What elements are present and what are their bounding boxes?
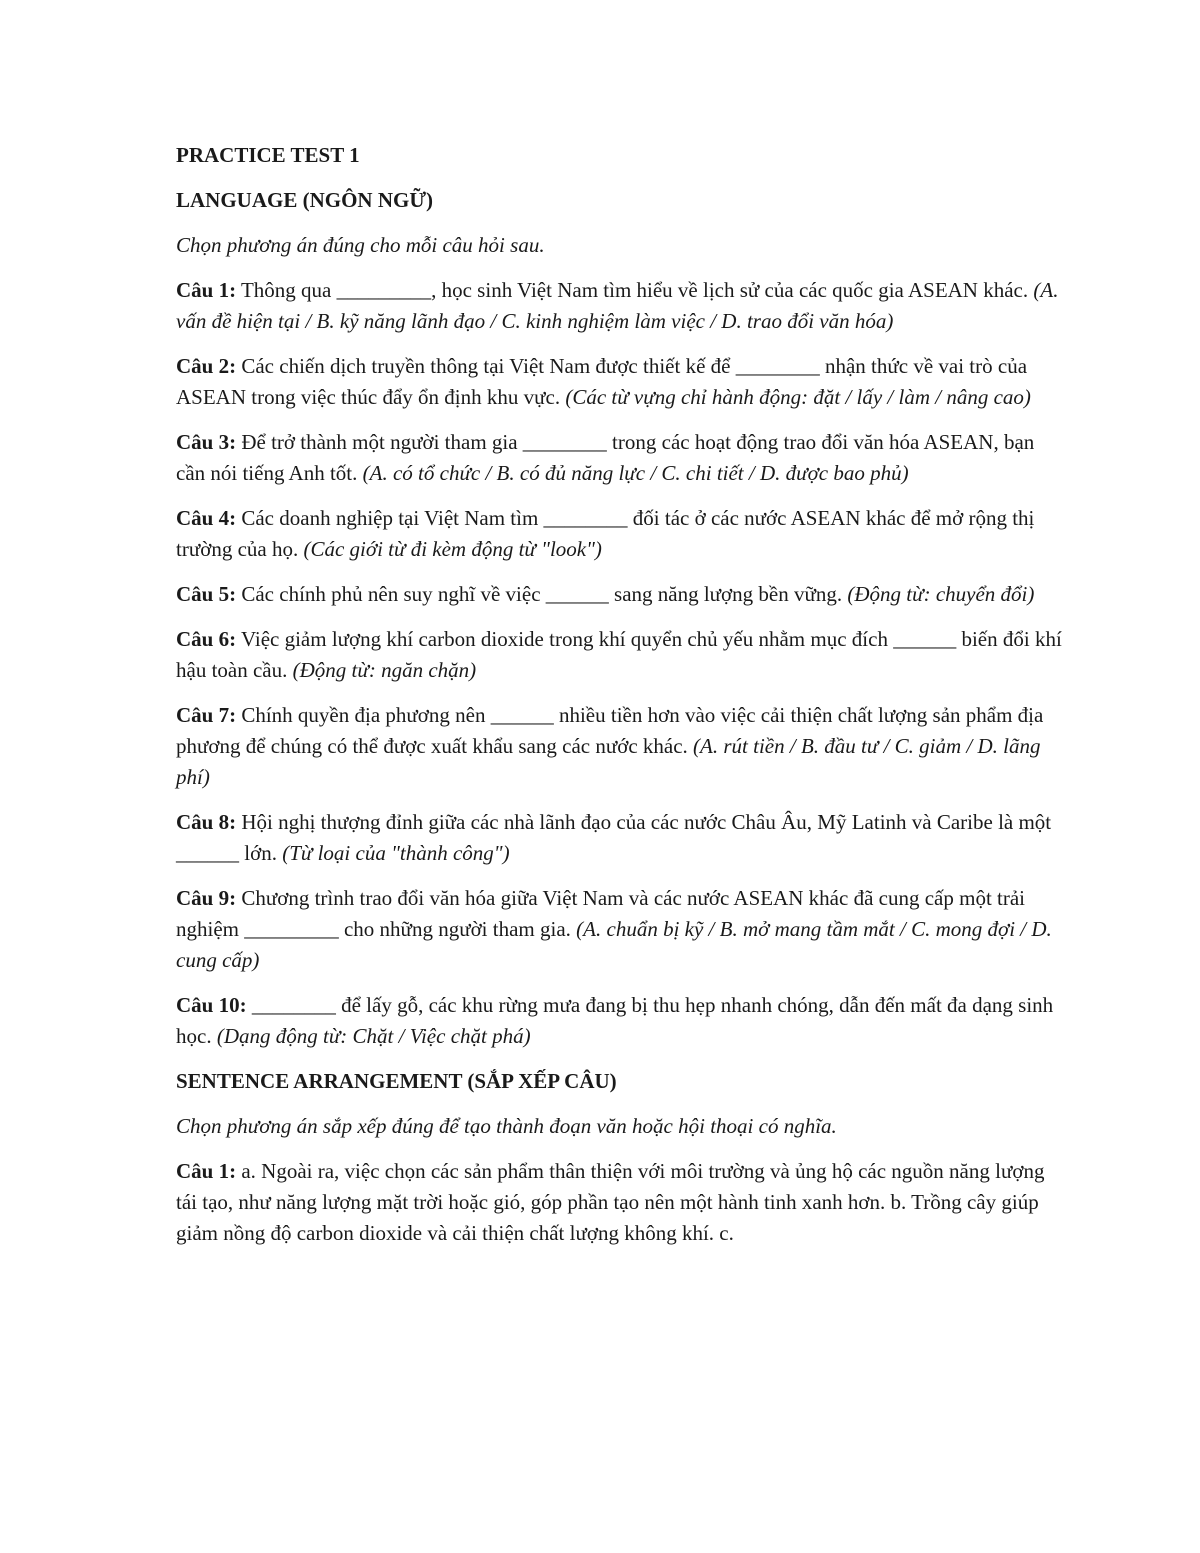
question-item [176, 1156, 1066, 1249]
question-number: Câu 10: [176, 993, 247, 1017]
question-item [176, 883, 1066, 976]
question-item [176, 275, 1066, 337]
question-hint: (Các từ vựng chỉ hành động: đặt / lấy / làm / nâng cao) [565, 385, 1031, 409]
language-question-list [176, 275, 1066, 1052]
question-item [176, 503, 1066, 565]
question-item [176, 700, 1066, 793]
question-item [176, 807, 1066, 869]
question-hint: (Động từ: ngăn chặn) [292, 658, 477, 682]
question-item [176, 427, 1066, 489]
question-number: Câu 5: [176, 582, 237, 606]
question-number: Câu 2: [176, 354, 237, 378]
question-text: a. Ngoài ra, việc chọn các sản phẩm thân thiện với môi trường và ủng hộ các nguồn năng lượng tái tạo, như năng lượng mặt trời hoặc gió, góp phần tạo nên một hành tinh xanh hơn. b. Trồng cây giúp giảm nồng độ carbon dioxide và cải thiện chất lượng không khí. c. [176, 1159, 1045, 1245]
question-text: Để trở thành một người tham gia ________ trong các hoạt động trao đổi văn hóa ASEAN, bạn cần nói tiếng Anh tốt. [176, 430, 1035, 485]
question-number: Câu 6: [176, 627, 237, 651]
question-hint: (A. chuẩn bị kỹ / B. mở mang tầm mắt / C. mong đợi / D. cung cấp) [176, 917, 1052, 972]
question-number: Câu 3: [176, 430, 237, 454]
language-section-heading: LANGUAGE (NGÔN NGỮ) [176, 188, 434, 212]
question-number: Câu 1: [176, 1159, 237, 1183]
question-text: Hội nghị thượng đỉnh giữa các nhà lãnh đạo của các nước Châu Âu, Mỹ Latinh và Caribe là một ______ lớn. [176, 810, 1052, 865]
question-number: Câu 9: [176, 886, 237, 910]
question-text: Chính quyền địa phương nên ______ nhiều tiền hơn vào việc cải thiện chất lượng sản phẩm địa phương để chúng có thể được xuất khẩu sang các nước khác. [176, 703, 1044, 758]
language-instruction: Chọn phương án đúng cho mỗi câu hỏi sau. [176, 233, 545, 257]
arrangement-section-heading: SENTENCE ARRANGEMENT (SẮP XẾP CÂU) [176, 1069, 617, 1093]
question-text: Chương trình trao đổi văn hóa giữa Việt Nam và các nước ASEAN khác đã cung cấp một trải nghiệm _________ cho những người tham gia. [176, 886, 1026, 941]
question-item [176, 624, 1066, 686]
question-item [176, 351, 1066, 413]
arrangement-instruction: Chọn phương án sắp xếp đúng để tạo thành đoạn văn hoặc hội thoại có nghĩa. [176, 1114, 837, 1138]
question-hint: (Các giới từ đi kèm động từ "look") [303, 537, 602, 561]
document-page [176, 140, 1066, 1263]
arrangement-question-list [176, 1156, 1066, 1249]
page-title: PRACTICE TEST 1 [176, 143, 360, 167]
question-hint: (Dạng động từ: Chặt / Việc chặt phá) [216, 1024, 531, 1048]
question-number: Câu 7: [176, 703, 237, 727]
question-number: Câu 8: [176, 810, 237, 834]
question-text: Việc giảm lượng khí carbon dioxide trong khí quyển chủ yếu nhằm mục đích ______ biến đổi khí hậu toàn cầu. [176, 627, 1062, 682]
question-number: Câu 1: [176, 278, 237, 302]
question-text: ________ để lấy gỗ, các khu rừng mưa đang bị thu hẹp nhanh chóng, dẫn đến mất đa dạng sinh học. [176, 993, 1054, 1048]
question-text: Các doanh nghiệp tại Việt Nam tìm ________ đối tác ở các nước ASEAN khác để mở rộng thị trường của họ. [176, 506, 1035, 561]
question-item [176, 579, 1066, 610]
question-number: Câu 4: [176, 506, 237, 530]
question-hint: (Động từ: chuyển đổi) [847, 582, 1035, 606]
question-hint: (Từ loại của "thành công") [282, 841, 510, 865]
question-hint: (A. rút tiền / B. đầu tư / C. giảm / D. lãng phí) [176, 734, 1041, 789]
question-text: Các chiến dịch truyền thông tại Việt Nam được thiết kế để ________ nhận thức về vai trò của ASEAN trong việc thúc đẩy ổn định khu vực. [176, 354, 1028, 409]
question-text: Thông qua _________, học sinh Việt Nam tìm hiểu về lịch sử của các quốc gia ASEAN khác. [236, 278, 1034, 302]
question-item [176, 990, 1066, 1052]
question-text: Các chính phủ nên suy nghĩ về việc ______ sang năng lượng bền vững. [236, 582, 848, 606]
question-hint: (A. vấn đề hiện tại / B. kỹ năng lãnh đạo / C. kinh nghiệm làm việc / D. trao đổi văn hóa) [176, 278, 1059, 333]
question-hint: (A. có tổ chức / B. có đủ năng lực / C. chi tiết / D. được bao phủ) [362, 461, 909, 485]
